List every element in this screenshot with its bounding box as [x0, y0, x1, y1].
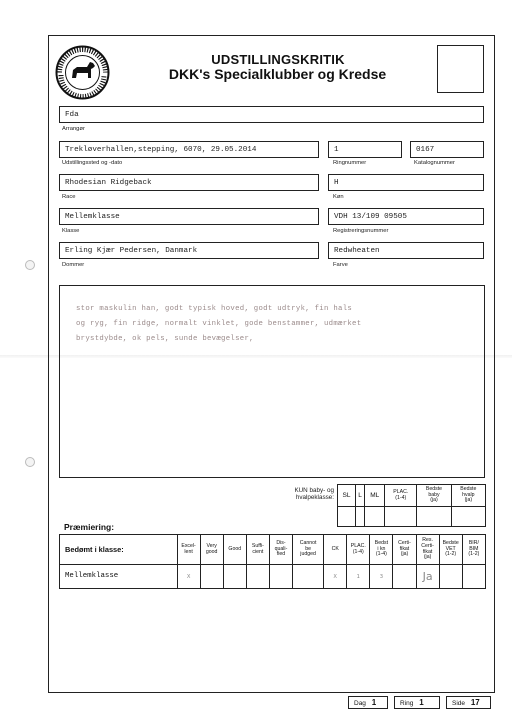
premiering-mark-cell[interactable]: 1: [347, 565, 370, 589]
color-label: Farve: [333, 262, 348, 268]
premiering-mark-cell[interactable]: [223, 565, 246, 589]
breed-field[interactable]: Rhodesian Ridgeback: [59, 174, 319, 191]
day-value: 1: [371, 698, 377, 707]
premiering-header: Excel- lent: [177, 535, 200, 565]
judge-label: Dommer: [62, 262, 85, 268]
premiering-header: Suffi- cient: [246, 535, 269, 565]
judged-class-value[interactable]: Mellemklasse: [60, 565, 178, 589]
critique-line: brystdybde, ok pels, sunde bevægelser,: [76, 335, 254, 343]
premiering-title: Præmiering:: [64, 522, 115, 532]
premiering-header: Bedste VET (1-2): [439, 535, 462, 565]
registration-number-label: Registreringsnummer: [333, 228, 389, 234]
page-label: Side: [452, 700, 466, 707]
day-label: Dag: [354, 700, 366, 707]
day-box: [348, 696, 388, 709]
sex-field[interactable]: H: [328, 174, 484, 191]
ring-number-label: Ringnummer: [333, 160, 367, 166]
color-field[interactable]: Redwheaten: [328, 242, 484, 259]
premiering-mark-cell[interactable]: X: [177, 565, 200, 589]
premiering-mark-cell[interactable]: [200, 565, 223, 589]
premiering-header: Very good: [200, 535, 223, 565]
arranger-label: Arrangør: [62, 126, 85, 132]
premiering-header: Bedst i kn (1-4): [370, 535, 393, 565]
baby-class-label-line: hvalpeklasse:: [295, 494, 334, 501]
premiering-mark-cell[interactable]: [293, 565, 324, 589]
registration-number-field[interactable]: VDH 13/109 09505: [328, 208, 484, 225]
arranger-field[interactable]: Fda: [59, 106, 484, 123]
baby-table-header: SL: [338, 485, 356, 507]
ring-label: Ring: [400, 700, 414, 707]
premiering-mark-cell[interactable]: [393, 565, 416, 589]
baby-class-label: [272, 487, 334, 501]
baby-table-header: PLAC. (1-4): [385, 485, 417, 507]
photo-box: [437, 45, 484, 93]
sex-label: Køn: [333, 194, 344, 200]
punch-hole: [25, 457, 35, 467]
form-title: UDSTILLINGSKRITIK: [211, 52, 345, 67]
premiering-header: Good: [223, 535, 246, 565]
premiering-mark-cell[interactable]: [462, 565, 485, 589]
premiering-mark-cell[interactable]: [246, 565, 269, 589]
baby-table-cell[interactable]: [338, 507, 356, 527]
ring-value: 1: [419, 698, 424, 707]
class-label: Klasse: [62, 228, 80, 234]
baby-class-label-line: KUN baby- og: [294, 487, 334, 494]
premiering-header: Res. Certi- fikat (ja): [416, 535, 439, 565]
premiering-mark-cell[interactable]: Ja: [416, 565, 439, 589]
page-box: [446, 696, 491, 709]
baby-table-cell[interactable]: [355, 507, 364, 527]
ring-number-field[interactable]: 1: [328, 141, 402, 158]
premiering-mark-cell[interactable]: X: [324, 565, 347, 589]
baby-class-table: [337, 484, 486, 527]
baby-table-cell[interactable]: [417, 507, 451, 527]
baby-table-header: ML: [365, 485, 385, 507]
class-field[interactable]: Mellemklasse: [59, 208, 319, 225]
premiering-header: CK: [324, 535, 347, 565]
baby-table-header: L: [355, 485, 364, 507]
punch-hole: [25, 260, 35, 270]
venue-date-field[interactable]: Trekløverhallen,stepping, 6070, 29.05.2014: [59, 141, 319, 158]
page-value: 17: [470, 698, 480, 707]
critique-box[interactable]: [59, 285, 485, 478]
critique-line: stor maskulin han, godt typisk hoved, godt udtryk, fin hals: [76, 305, 353, 313]
judge-field[interactable]: Erling Kjær Pedersen, Danmark: [59, 242, 319, 259]
premiering-header: Cannot be judged: [293, 535, 324, 565]
premiering-table: [59, 534, 486, 589]
catalog-number-field[interactable]: 0167: [410, 141, 484, 158]
venue-date-label: Udstillingssted og -dato: [62, 160, 123, 166]
baby-table-cell[interactable]: [451, 507, 485, 527]
baby-table-cell[interactable]: [365, 507, 385, 527]
critique-line: og ryg, fin ridge, normalt vinklet, gode benstammer, udmærket: [76, 320, 362, 328]
baby-table-header: Bedste baby (ja): [417, 485, 451, 507]
premiering-mark-cell[interactable]: [439, 565, 462, 589]
baby-table-header: Bedste hvalp (ja): [451, 485, 485, 507]
premiering-header: BIR/ BIM (1-2): [462, 535, 485, 565]
premiering-header: Dis- quali- fied: [269, 535, 292, 565]
ring-box: [394, 696, 440, 709]
baby-table-cell[interactable]: [385, 507, 417, 527]
form-subtitle: DKK's Specialklubber og Kredse: [168, 66, 387, 82]
breed-label: Race: [62, 194, 76, 200]
premiering-mark-cell[interactable]: 3: [370, 565, 393, 589]
premiering-mark-cell[interactable]: [269, 565, 292, 589]
judged-in-class-label: Bedømt i klasse:: [60, 535, 178, 565]
dkk-logo: [55, 45, 110, 100]
catalog-number-label: Katalognummer: [414, 160, 455, 166]
premiering-header: PLAC. (1-4): [347, 535, 370, 565]
premiering-header: Certi- fikat (ja): [393, 535, 416, 565]
